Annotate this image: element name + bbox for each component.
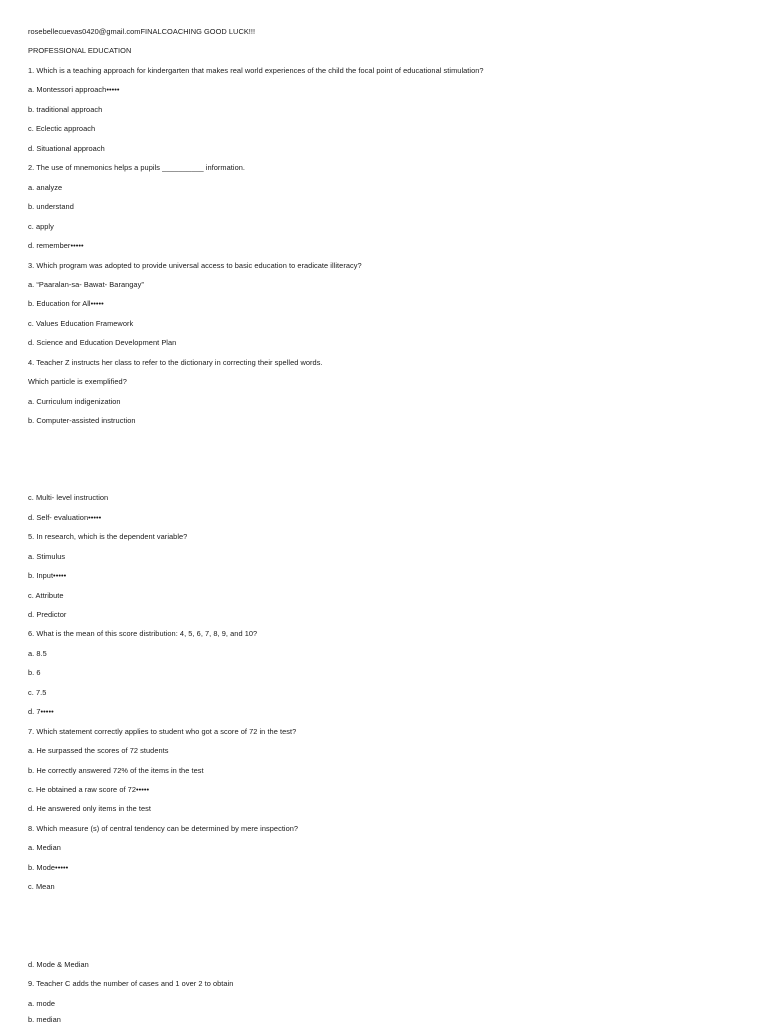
section-title: PROFESSIONAL EDUCATION <box>28 46 132 55</box>
question-9: 9. Teacher C adds the number of cases and 1 over 2 to obtain <box>28 979 234 988</box>
option-8b: b. Mode••••• <box>28 863 69 872</box>
option-5d: d. Predictor <box>28 610 67 619</box>
question-3: 3. Which program was adopted to provide universal access to basic education to eradicate illiteracy? <box>28 261 362 270</box>
option-6b: b. 6 <box>28 668 41 677</box>
option-6c: c. 7.5 <box>28 688 47 697</box>
option-1c: c. Eclectic approach <box>28 124 96 133</box>
question-4-continued: Which particle is exemplified? <box>28 377 127 386</box>
question-1: 1. Which is a teaching approach for kindergarten that makes real world experiences of the child the focal point of educational stimulation? <box>28 66 484 75</box>
option-9b: b. median <box>28 1015 61 1024</box>
question-5: 5. In research, which is the dependent variable? <box>28 532 188 541</box>
question-8: 8. Which measure (s) of central tendency can be determined by mere inspection? <box>28 824 299 833</box>
option-2d: d. remember••••• <box>28 241 84 250</box>
option-5a: a. Stimulus <box>28 552 66 561</box>
option-3b: b. Education for All••••• <box>28 299 104 308</box>
option-2b: b. understand <box>28 202 74 211</box>
option-7d: d. He answered only items in the test <box>28 804 152 813</box>
option-7b: b. He correctly answered 72% of the items in the test <box>28 766 204 775</box>
option-1d: d. Situational approach <box>28 144 105 153</box>
question-2: 2. The use of mnemonics helps a pupils __________ information. <box>28 163 246 172</box>
option-4b: b. Computer-assisted instruction <box>28 416 136 425</box>
option-4c: c. Multi- level instruction <box>28 493 109 502</box>
option-3c: c. Values Education Framework <box>28 319 134 328</box>
option-4a: a. Curriculum indigenization <box>28 397 121 406</box>
question-6: 6. What is the mean of this score distribution: 4, 5, 6, 7, 8, 9, and 10? <box>28 629 258 638</box>
option-9a: a. mode <box>28 999 56 1008</box>
question-7: 7. Which statement correctly applies to student who got a score of 72 in the test? <box>28 727 297 736</box>
option-3d: d. Science and Education Development Plan <box>28 338 177 347</box>
option-8c: c. Mean <box>28 882 55 891</box>
option-6d: d. 7••••• <box>28 707 54 716</box>
option-8a: a. Median <box>28 843 61 852</box>
option-4d: d. Self- evaluation••••• <box>28 513 102 522</box>
option-6a: a. 8.5 <box>28 649 47 658</box>
option-5b: b. Input••••• <box>28 571 67 580</box>
option-1a: a. Montessori approach••••• <box>28 85 120 94</box>
option-7a: a. He surpassed the scores of 72 students <box>28 746 169 755</box>
option-2a: a. analyze <box>28 183 63 192</box>
option-3a: a. “Paaralan-sa- Bawat- Barangay” <box>28 280 144 289</box>
header-email-line: rosebellecuevas0420@gmail.comFINALCOACHING GOOD LUCK!!! <box>28 27 256 36</box>
option-1b: b. traditional approach <box>28 105 103 114</box>
question-4: 4. Teacher Z instructs her class to refer to the dictionary in correcting their spelled words. <box>28 358 323 367</box>
option-5c: c. Attribute <box>28 591 64 600</box>
option-8d: d. Mode & Median <box>28 960 89 969</box>
option-2c: c. apply <box>28 222 54 231</box>
option-7c: c. He obtained a raw score of 72••••• <box>28 785 150 794</box>
